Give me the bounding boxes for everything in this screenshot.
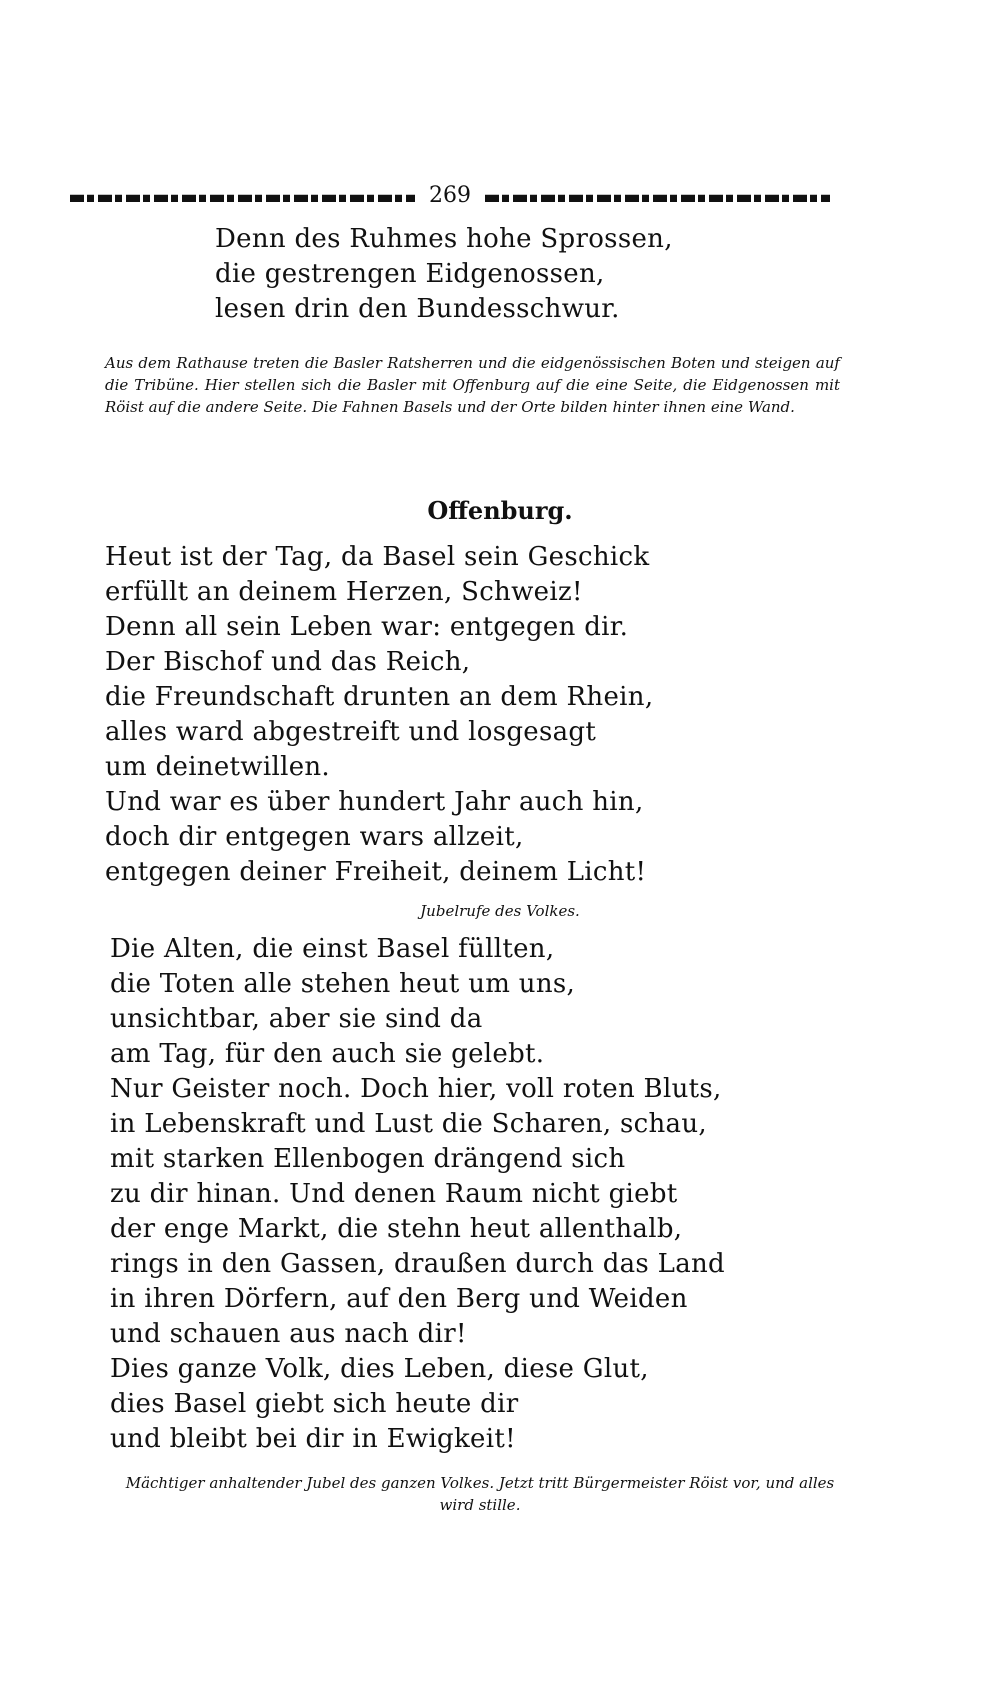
verse-line: alles ward abgestreift und losgesagt [105, 717, 597, 747]
stage-direction-entrance: Aus dem Rathause treten die Basler Ratsherren und die eidgenössischen Boten und steigen auf die Tribüne. Hier stellen sich die Basler mit Offenburg auf die eine Seite, die Eidgenossen mit Röist auf die andere Seite. Die Fahnen Basels und der Orte bilden hinter ihnen eine Wand. [105, 354, 840, 416]
verse-line: in ihren Dörfern, auf den Berg und Weiden [110, 1284, 688, 1314]
verse-line: die Freundschaft drunten an dem Rhein, [105, 682, 654, 712]
verse-line: und schauen aus nach dir! [110, 1319, 467, 1349]
verse-line: Und war es über hundert Jahr auch hin, [105, 787, 644, 817]
verse-line: rings in den Gassen, draußen durch das Land [110, 1249, 726, 1279]
page-header [70, 180, 830, 212]
verse-line: und bleibt bei dir in Ewigkeit! [110, 1424, 516, 1454]
verse-line: mit starken Ellenbogen drängend sich [110, 1144, 626, 1174]
speech-part-2 [110, 932, 725, 1457]
verse-line: lesen drin den Bundesschwur. [215, 294, 620, 324]
stage-direction-cheers: Jubelrufe des Volkes. [420, 902, 580, 920]
verse-line: die Toten alle stehen heut um uns, [110, 969, 576, 999]
verse-line: in Lebenskraft und Lust die Scharen, schau, [110, 1109, 707, 1139]
header-ornament-left [70, 190, 415, 202]
verse-line: der enge Markt, die stehn heut allenthalb, [110, 1214, 683, 1244]
verse-line: Denn des Ruhmes hohe Sprossen, [215, 224, 673, 254]
verse-line: die gestrengen Eidgenossen, [215, 259, 605, 289]
verse-line: dies Basel giebt sich heute dir [110, 1389, 519, 1419]
stage-direction-jubilation: Mächtiger anhaltender Jubel des ganzen Volkes. Jetzt tritt Bürgermeister Röist vor, und alles wird stille. [125, 1474, 835, 1514]
verse-line: Die Alten, die einst Basel füllten, [110, 934, 555, 964]
verse-line: Der Bischof und das Reich, [105, 647, 471, 677]
verse-line: unsichtbar, aber sie sind da [110, 1004, 483, 1034]
verse-line: zu dir hinan. Und denen Raum nicht giebt [110, 1179, 678, 1209]
verse-line: am Tag, für den auch sie gelebt. [110, 1039, 545, 1069]
verse-line: Denn all sein Leben war: entgegen dir. [105, 612, 629, 642]
verse-line: um deinetwillen. [105, 752, 330, 782]
verse-line: Nur Geister noch. Doch hier, voll roten Bluts, [110, 1074, 722, 1104]
verse-line: erfüllt an deinem Herzen, Schweiz! [105, 577, 583, 607]
speech-part-1 [105, 540, 653, 890]
opening-verse [215, 222, 673, 327]
speaker-name: Offenburg. [427, 496, 573, 525]
header-ornament-right [485, 190, 830, 202]
page-number: 269 [429, 183, 471, 208]
verse-line: doch dir entgegen wars allzeit, [105, 822, 524, 852]
verse-line: Dies ganze Volk, dies Leben, diese Glut, [110, 1354, 649, 1384]
verse-line: entgegen deiner Freiheit, deinem Licht! [105, 857, 647, 887]
verse-line: Heut ist der Tag, da Basel sein Geschick [105, 542, 650, 572]
